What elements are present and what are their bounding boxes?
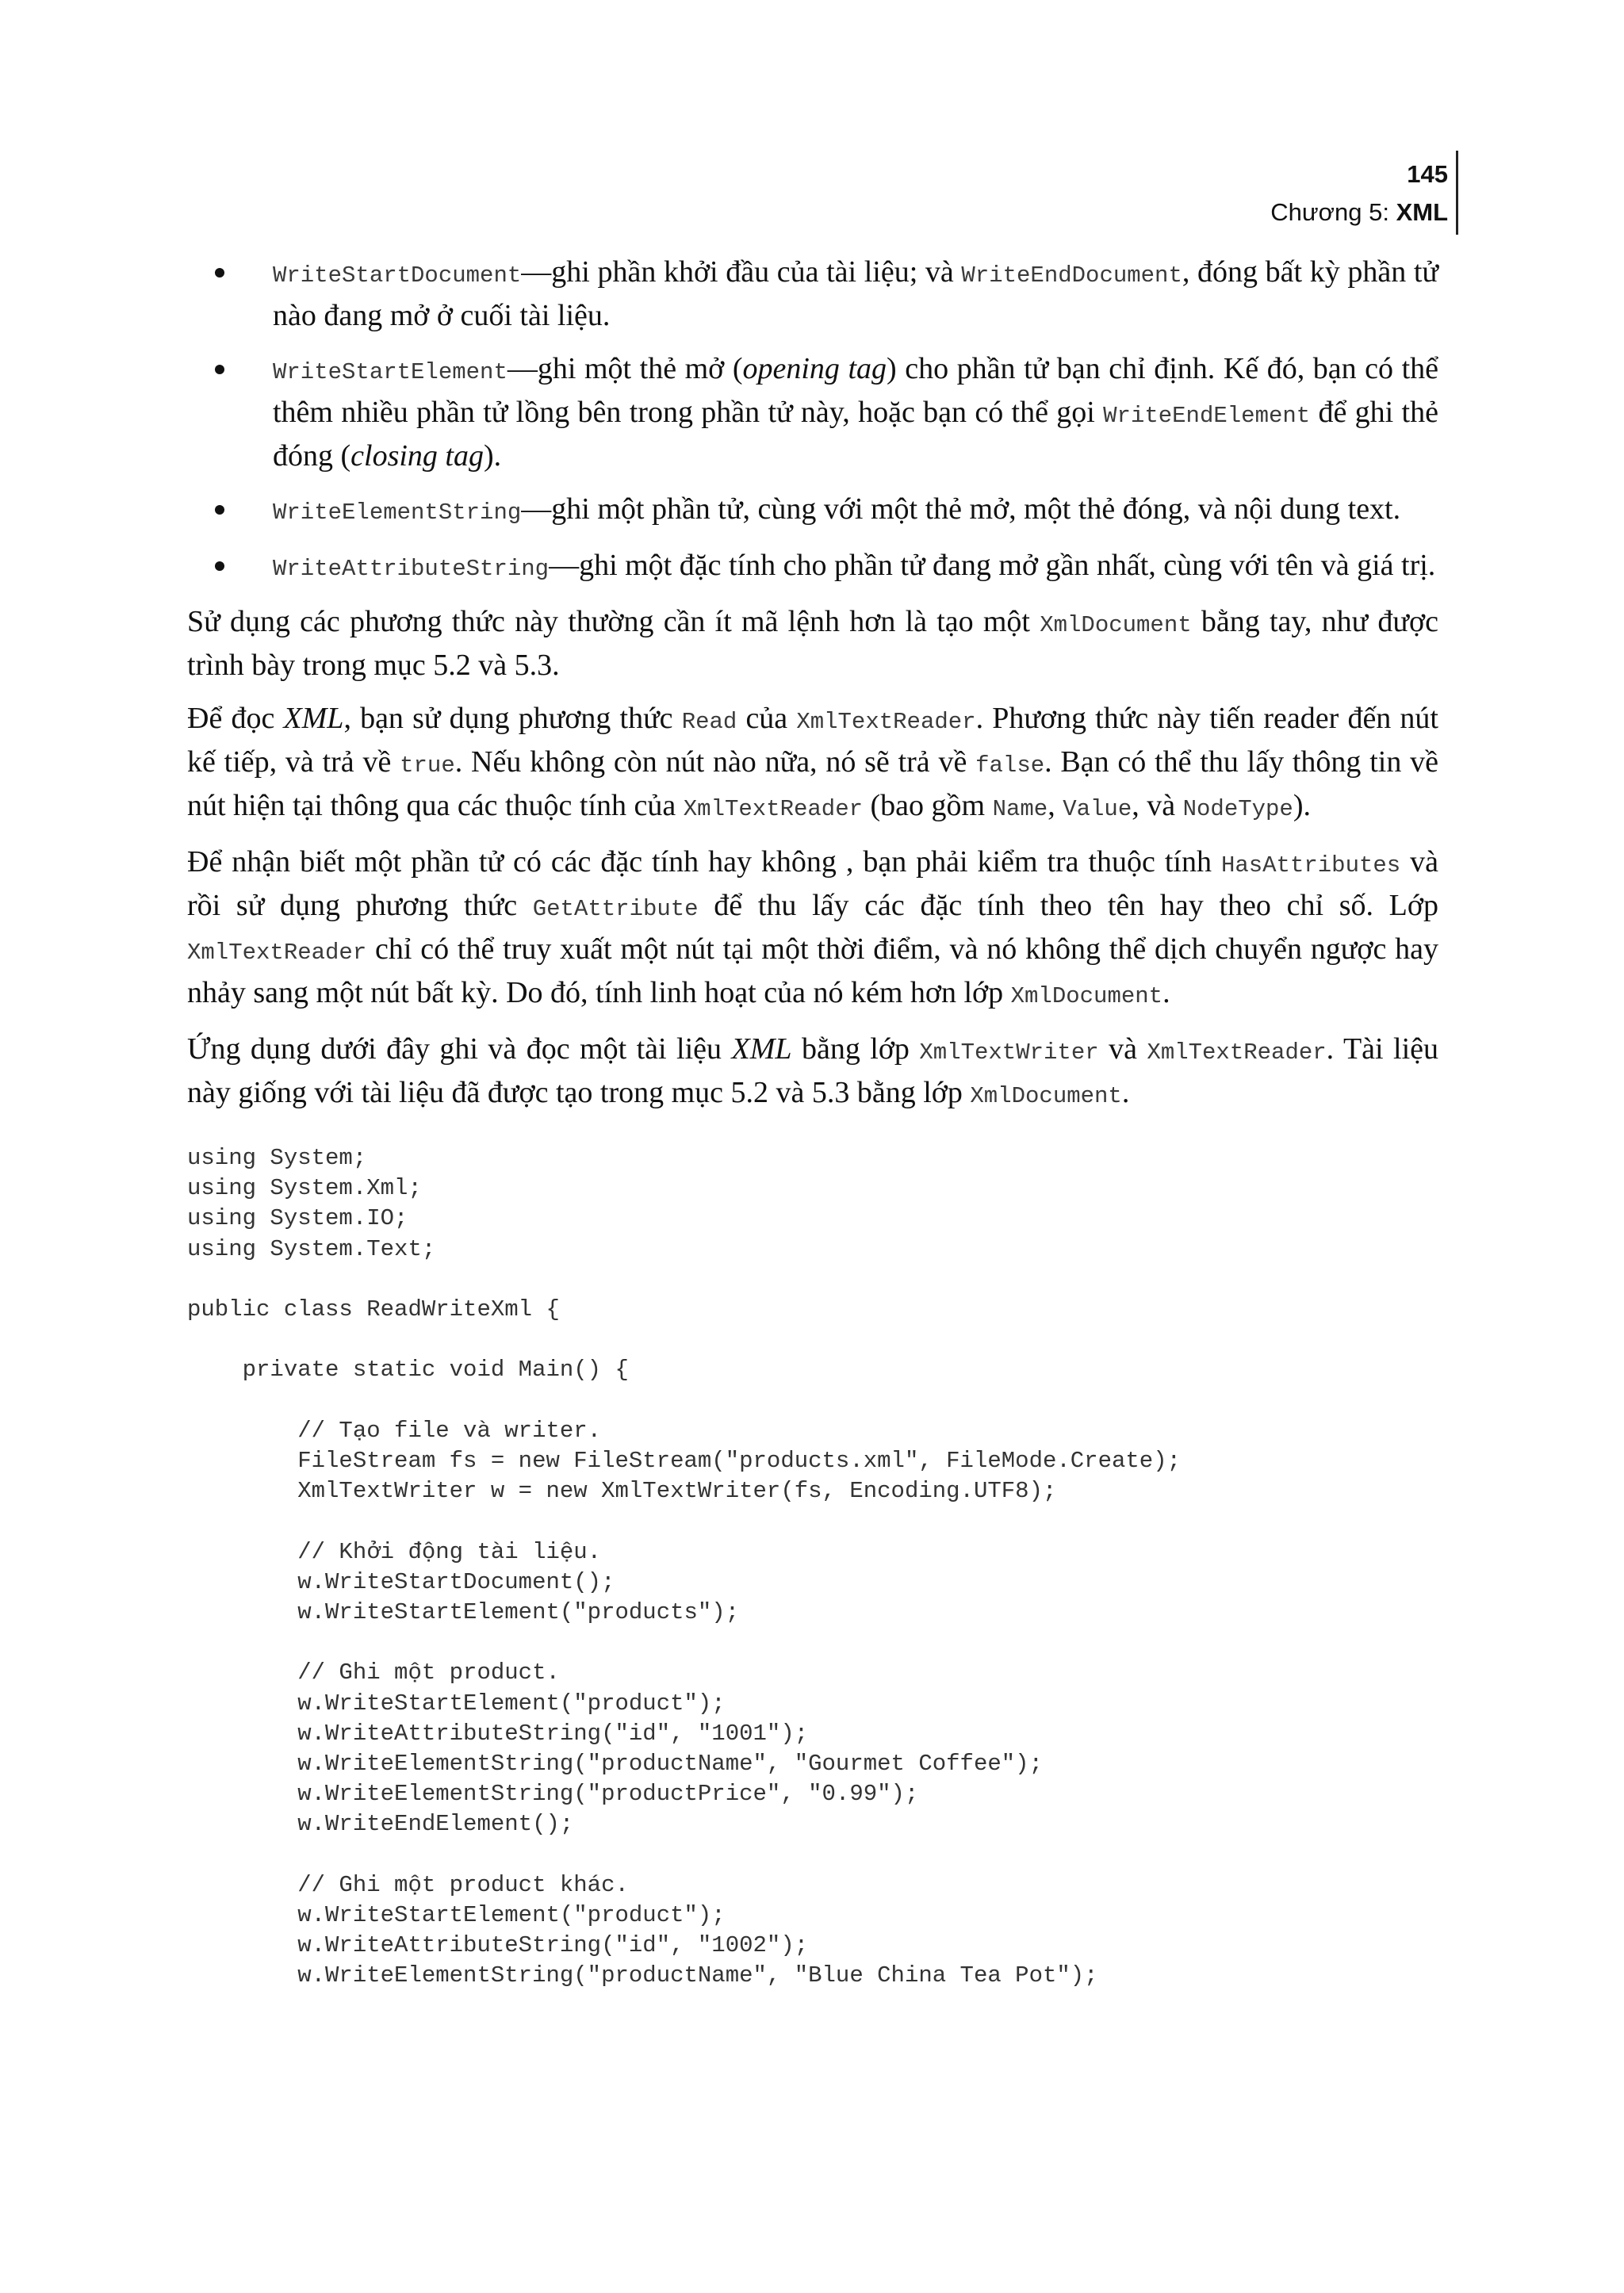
header-rule [1456, 151, 1458, 235]
text-run: , [1048, 789, 1063, 822]
text-run: bằng lớp [791, 1032, 920, 1066]
text-run: (bao gồm [863, 789, 993, 822]
list-item [187, 545, 1438, 589]
text-run: , và [1132, 789, 1183, 822]
code-term: XmlDocument [970, 1083, 1122, 1109]
page-header [1270, 155, 1448, 232]
text-run: bằng tay, như được trình bày trong mục 5.2 và 5.3. [187, 605, 1438, 682]
text-run: ). [483, 439, 502, 473]
bullet-icon [215, 561, 224, 571]
text-run: . Bạn có thể thu lấy thông tin về nút hiện tại thông qua các thuộc tính của [187, 745, 1438, 822]
text-run: của [737, 702, 797, 735]
code-term: Value [1063, 796, 1132, 822]
code-term: false [975, 752, 1045, 779]
code-term: WriteStartElement [273, 359, 508, 385]
code-listing: using System; using System.Xml; using System.IO; using System.Text; public class ReadWriteXml { private static void Main() { // Tạo file và writer. FileStream fs = new FileStream("products.xml", FileMode.Create); XmlTextWriter w = new XmlTextWriter(fs, Encoding.UTF8); // Khởi động tài liệu. w.WriteStartDocument(); w.WriteStartElement("products"); // Ghi một product. w.WriteStartElement("product"); w.WriteAttributeString("id", "1001"); w.WriteElementString("productName", "Gourmet Coffee"); w.WriteElementString("productPrice", "0.99"); w.WriteEndElement(); // Ghi một product khác. w.WriteStartElement("product"); w.WriteAttributeString("id", "1002"); w.WriteElementString("productName", "Blue China Tea Pot"); [187, 1145, 1182, 1989]
text-run: —ghi một thẻ mở ( [507, 352, 743, 385]
text-run: chỉ có thể truy xuất một nút tại một thời điểm, và nó không thể dịch chuyển ngược hay nhảy sang một nút bất kỳ. Do đó, tính linh hoạt của nó kém hơn lớp [187, 932, 1438, 1009]
code-term: XmlTextReader [796, 709, 976, 735]
emphasis: opening tag [742, 352, 887, 385]
code-term: XmlDocument [1010, 983, 1163, 1009]
bullet-icon [215, 365, 224, 374]
text-run: và [1098, 1032, 1147, 1066]
code-term: XmlDocument [1040, 612, 1192, 638]
text-run: Để đọc [187, 702, 284, 735]
emphasis: XML [283, 702, 344, 735]
list-item [187, 349, 1438, 477]
code-term: GetAttribute [532, 896, 699, 922]
text-run: . Tài liệu này giống với tài liệu đã được tạo trong mục 5.2 và 5.3 bằng lớp [187, 1032, 1439, 1109]
text-run: ). [1293, 789, 1311, 822]
paragraph [187, 842, 1438, 1016]
text-run: để thu lấy các đặc tính theo tên hay theo chỉ số. Lớp [698, 889, 1438, 922]
text-run: . [1121, 1076, 1130, 1109]
text-run: , đóng bất kỳ phần tử nào đang mở ở cuối tài liệu. [273, 255, 1438, 332]
code-term: WriteEndDocument [961, 262, 1182, 289]
method-list [187, 252, 1438, 589]
list-item [187, 252, 1438, 336]
code-term: true [400, 752, 455, 779]
text-run: Để nhận biết một phần tử có các đặc tính hay không , bạn phải kiểm tra thuộc tính [187, 845, 1221, 879]
page-content [187, 252, 1438, 1992]
text-run: . Phương thức này tiến reader đến nút kế tiếp, và trả về [187, 702, 1438, 779]
code-term: XmlTextWriter [919, 1039, 1099, 1066]
code-term: WriteEndElement [1103, 403, 1311, 429]
text-run: —ghi một đặc tính cho phần tử đang mở gần nhất, cùng với tên và giá trị. [549, 549, 1436, 582]
text-run: Ứng dụng dưới đây ghi và đọc một tài liệu [187, 1032, 732, 1066]
paragraph [187, 699, 1438, 829]
chapter-heading [1270, 193, 1448, 232]
page-number: 145 [1407, 160, 1448, 188]
emphasis: closing tag [350, 439, 484, 473]
code-term: WriteElementString [273, 500, 522, 526]
bullet-icon [215, 505, 224, 515]
text-run: và rồi sử dụng phương thức [187, 845, 1439, 922]
code-term: HasAttributes [1220, 852, 1401, 879]
text-run: để ghi thẻ đóng ( [273, 396, 1438, 473]
emphasis: XML [731, 1032, 792, 1066]
code-term: Read [681, 709, 737, 735]
code-term: WriteAttributeString [273, 556, 550, 582]
chapter-prefix: Chương 5: [1270, 198, 1396, 226]
code-term: Name [992, 796, 1048, 822]
code-term: WriteStartDocument [273, 262, 522, 289]
text-run: —ghi một phần tử, cùng với một thẻ mở, một thẻ đóng, và nội dung text. [521, 492, 1401, 526]
code-term: XmlTextReader [187, 940, 367, 966]
paragraph [187, 602, 1438, 686]
code-term: XmlTextReader [1147, 1039, 1327, 1066]
chapter-title: XML [1396, 198, 1448, 226]
text-run: . Nếu không còn nút nào nữa, nó sẽ trả về [454, 745, 976, 779]
bullet-icon [215, 268, 224, 278]
list-item [187, 489, 1438, 533]
code-term: XmlTextReader [683, 796, 864, 822]
text-run: , bạn sử dụng phương thức [343, 702, 682, 735]
text-run: —ghi phần khởi đầu của tài liệu; và [521, 255, 962, 289]
text-run: Sử dụng các phương thức này thường cần ít mã lệnh hơn là tạo một [187, 605, 1040, 638]
paragraph [187, 1029, 1438, 1116]
text-run: ) cho phần tử bạn chỉ định. Kế đó, bạn có thể thêm nhiều phần tử lồng bên trong phần tử này, hoặc bạn có thể gọi [273, 352, 1439, 429]
code-term: NodeType [1182, 796, 1293, 822]
text-run: . [1162, 976, 1170, 1009]
